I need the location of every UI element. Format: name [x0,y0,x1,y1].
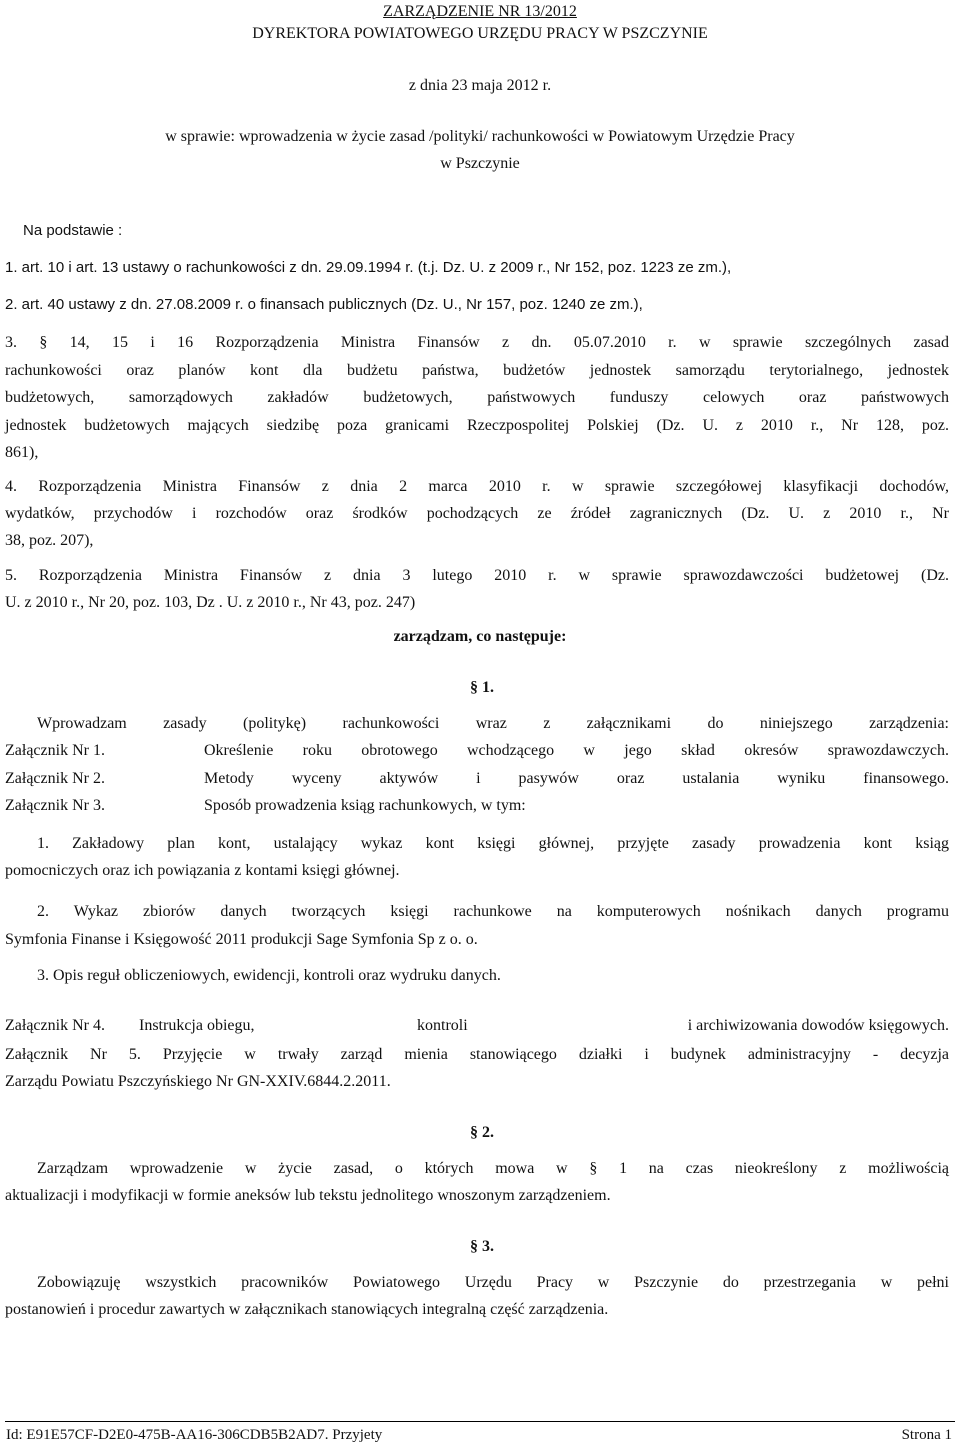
basis-item-3-cont: budżetowych, samorządowych zakładów budżetowych, państwowych funduszy celowych oraz państwowych [5,389,949,406]
basis-item-4-cont: wydatków, przychodów i rozchodów oraz środków pochodzących ze źródeł zagranicznych (Dz. U. z 2010 r., Nr [5,505,949,522]
basis-item-3-cont: jednostek budżetowych mających siedzibę poza granicami Rzeczpospolitej Polskiej (Dz. U. z 2010 r., Nr 128, poz. [5,417,949,434]
subitem-2-cont: Symfonia Finanse i Księgowość 2011 produkcji Sage Symfonia Sp z o. o. [5,931,478,948]
page-number: Strona 1 [901,1427,952,1443]
attachment-text: Instrukcja obiegu, [139,1017,255,1034]
decree-statement: zarządzam, co następuje: [393,628,567,645]
subitem-1: 1. Zakładowy plan kont, ustalający wykaz kont księgi głównej, przyjęte zasady prowadzenia kont ksiąg [37,835,949,852]
section-2-text: Zarządzam wprowadzenie w życie zasad, o których mowa w § 1 na czas nieokreślony z możliwością [37,1160,949,1177]
section-3-heading: § 3. [470,1238,494,1255]
section-1-intro: Wprowadzam zasady (politykę) rachunkowości wraz z załącznikami do niniejszego zarządzenia: [37,715,949,732]
basis-item-4: 4. Rozporządzenia Ministra Finansów z dnia 2 marca 2010 r. w sprawie szczegółowej klasyfikacji dochodów, [5,478,949,495]
attachment-text: Określenie roku obrotowego wchodzącego w jego skład okresów sprawozdawczych. [204,742,949,759]
basis-intro: Na podstawie : [23,222,123,239]
section-1-heading: § 1. [470,679,494,696]
attachment-text: kontroli [417,1017,468,1034]
attachment-label: Załącznik Nr 4. [5,1017,105,1034]
attachment-text: i archiwizowania dowodów księgowych. [687,1017,949,1034]
attachment-5: Załącznik Nr 5. Przyjęcie w trwały zarząd mienia stanowiącego działki i budynek administracyjny - decyzja [5,1046,949,1063]
document-subject-cont: w Pszczynie [440,155,520,172]
footer-id: Id: E91E57CF-D2E0-475B-AA16-306CDB5B2AD7. Przyjety [6,1427,383,1443]
attachment-5-cont: Zarządu Powiatu Pszczyńskiego Nr GN-XXIV.6844.2.2011. [5,1073,391,1090]
basis-item-3: 3. § 14, 15 i 16 Rozporządzenia Ministra Finansów z dn. 05.07.2010 r. w sprawie szczególnych zasad [5,334,949,351]
attachment-label: Załącznik Nr 1. [5,742,105,759]
attachment-label: Załącznik Nr 2. [5,770,105,787]
basis-item-1: 1. art. 10 i art. 13 ustawy o rachunkowości z dn. 29.09.1994 r. (t.j. Dz. U. z 2009 r., Nr 152, poz. 1223 ze zm.), [5,259,732,276]
document-subject: w sprawie: wprowadzenia w życie zasad /polityki/ rachunkowości w Powiatowym Urzędzie Pracy [165,128,795,145]
footer-divider [5,1421,955,1422]
subitem-2: 2. Wykaz zbiorów danych tworzących księgi rachunkowe na komputerowych nośnikach danych programu [37,903,949,920]
section-2-text-cont: aktualizacji i modyfikacji w formie aneksów lub tekstu jednolitego wnoszonym zarządzeniem. [5,1187,611,1204]
attachment-label: Załącznik Nr 3. [5,797,105,814]
attachment-text: Sposób prowadzenia ksiąg rachunkowych, w tym: [204,797,526,814]
subitem-1-cont: pomocniczych oraz ich powiązania z kontami księgi głównej. [5,862,400,879]
section-3-text: Zobowiązuję wszystkich pracowników Powiatowego Urzędu Pracy w Pszczynie do przestrzegania w pełni [37,1274,949,1291]
subitem-3: 3. Opis reguł obliczeniowych, ewidencji, kontroli oraz wydruku danych. [37,967,501,984]
basis-item-4-cont: 38, poz. 207), [5,532,94,549]
document-title: ZARZĄDZENIE NR 13/2012 [383,3,577,20]
basis-item-3-cont: rachunkowości oraz planów kont dla budżetu państwa, budżetów jednostek samorządu terytorialnego, jednostek [5,362,949,379]
issuer-title: DYREKTORA POWIATOWEGO URZĘDU PRACY W PSZCZYNIE [252,25,708,42]
basis-item-3-cont: 861), [5,444,39,461]
basis-item-5: 5. Rozporządzenia Ministra Finansów z dnia 3 lutego 2010 r. w sprawie sprawozdawczości budżetowej (Dz. [5,567,949,584]
section-2-heading: § 2. [470,1124,494,1141]
basis-item-5-cont: U. z 2010 r., Nr 20, poz. 103, Dz . U. z 2010 r., Nr 43, poz. 247) [5,594,416,611]
section-3-text-cont: postanowień i procedur zawartych w załącznikach stanowiących integralną część zarządzenia. [5,1301,609,1318]
attachment-text: Metody wyceny aktywów i pasywów oraz ustalania wyniku finansowego. [204,770,949,787]
document-date: z dnia 23 maja 2012 r. [408,77,552,94]
basis-item-2: 2. art. 40 ustawy z dn. 27.08.2009 r. o finansach publicznych (Dz. U., Nr 157, poz. 1240 ze zm.), [5,296,643,313]
